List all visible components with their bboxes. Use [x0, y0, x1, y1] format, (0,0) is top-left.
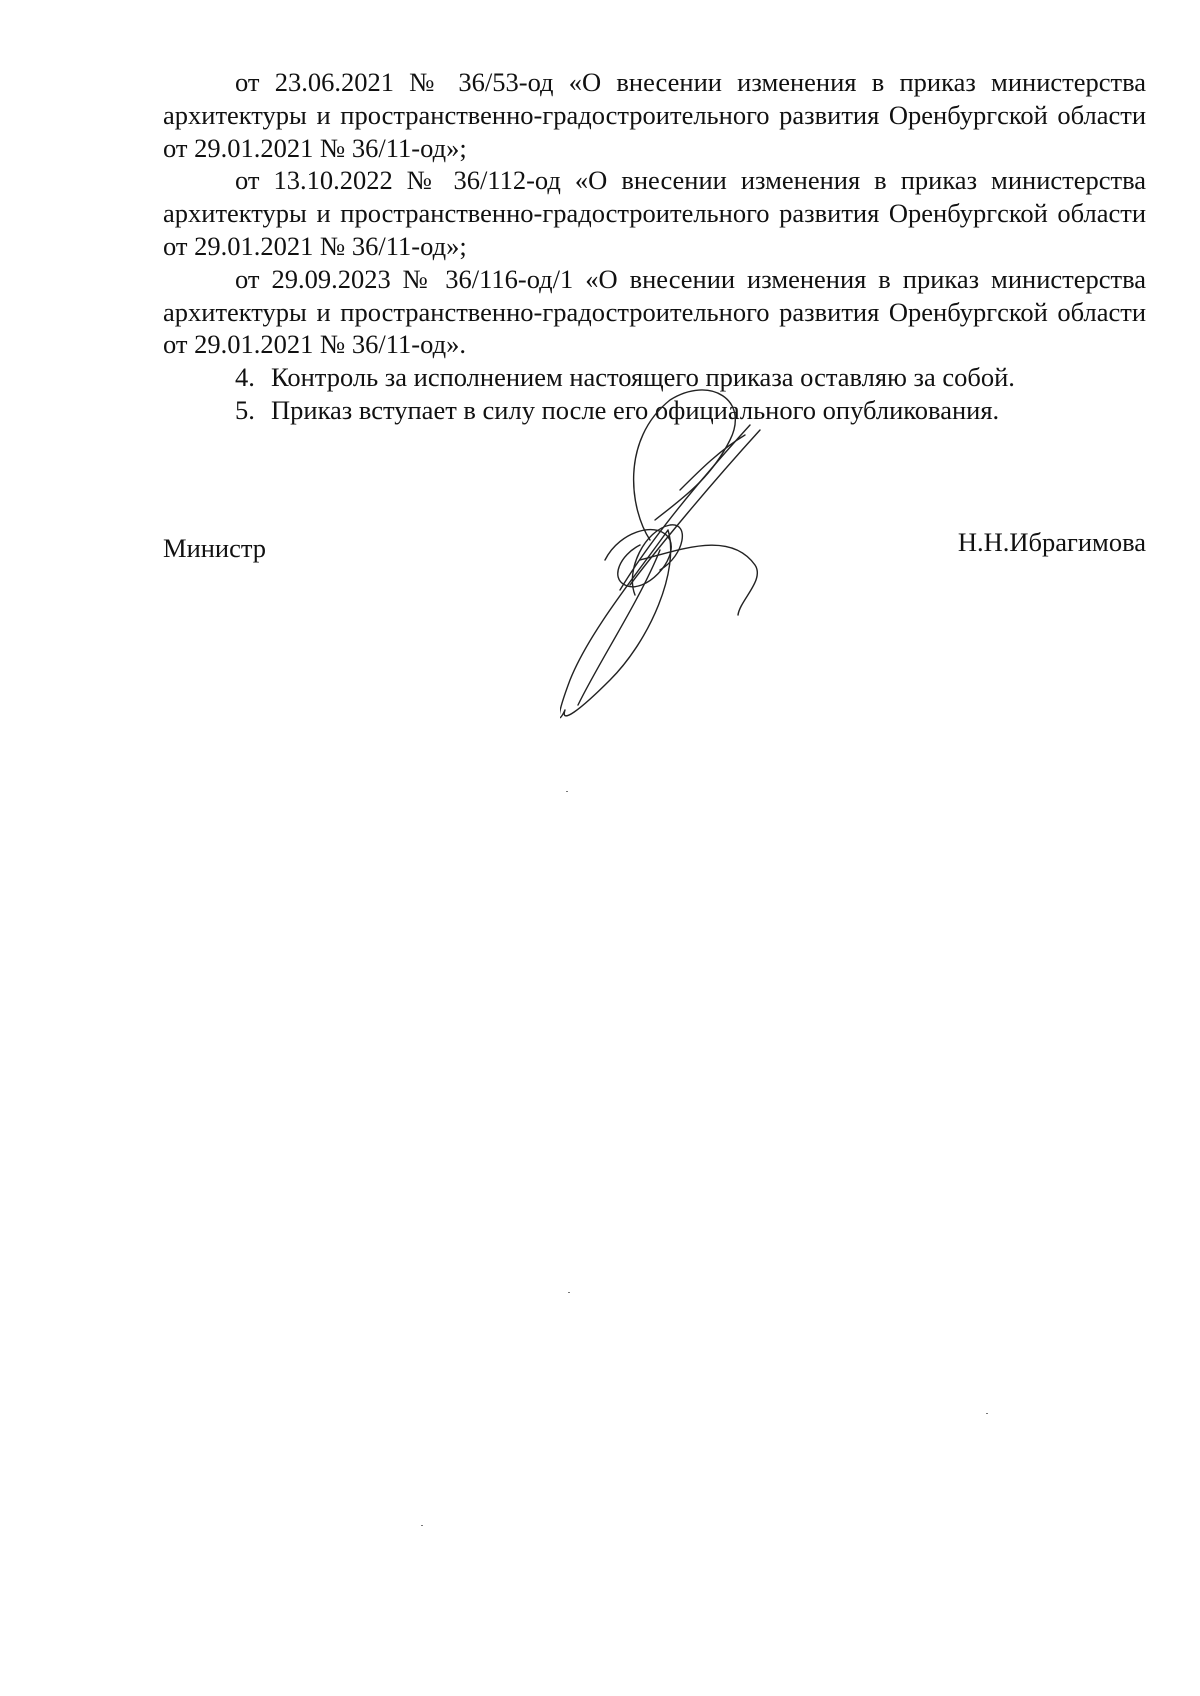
paragraph-amendment-2022: от 13.10.2022 № 36/112-од «О внесении изменения в приказ министерства архитектуры и пространственно-градостроительного развития Оренбургской области от 29.01.2021 № 36/11-од»;: [163, 165, 1146, 261]
scan-speck: [568, 1292, 570, 1293]
document-body: [163, 66, 1146, 427]
signatory-title: Министр: [163, 533, 267, 563]
handwritten-signature: [560, 380, 820, 790]
list-item-text: Приказ вступает в силу после его официального опубликования.: [271, 394, 1000, 425]
scan-speck: [986, 1413, 988, 1414]
paragraph-amendment-2023: от 29.09.2023 № 36/116-од/1 «О внесении изменения в приказ министерства архитектуры и пространственно-градостроительного развития Оренбургской области от 29.01.2021 № 36/11-од».: [163, 263, 1146, 360]
signatory-name: Н.Н.Ибрагимова: [957, 527, 1146, 557]
paragraph-amendment-2021: от 23.06.2021 № 36/53-од «О внесении изменения в приказ министерства архитектуры и пространственно-градостроительного развития Оренбургской области от 29.01.2021 № 36/11-од»;: [163, 67, 1146, 163]
scan-speck: [566, 791, 568, 792]
list-item-number: 5.: [235, 394, 255, 425]
scan-speck: [421, 1525, 423, 1526]
list-item-number: 4.: [235, 362, 255, 393]
list-item-text: Контроль за исполнением настоящего приказа оставляю за собой.: [271, 362, 1015, 393]
